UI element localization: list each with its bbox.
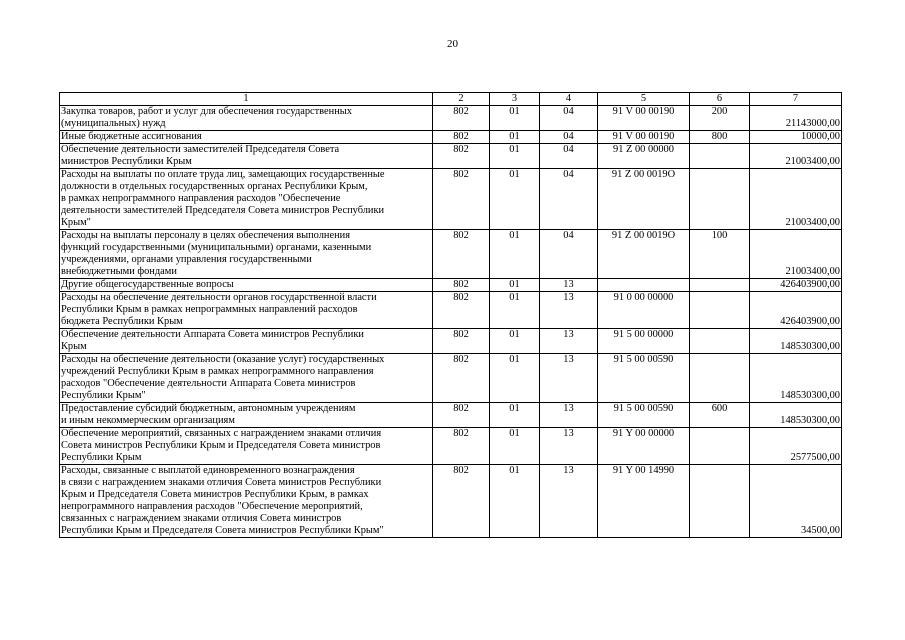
- description-line: Расходы на обеспечение деятельности (оказание услуг) государственных: [61, 354, 385, 365]
- cell-col-3: 01: [490, 428, 540, 465]
- amount-cell: 148530300,00: [750, 329, 842, 354]
- cell-col-3: 01: [490, 465, 540, 538]
- description-line: в связи с награждением знаками отличия Совета министров Республики: [61, 477, 382, 488]
- amount-cell: 21143000,00: [750, 106, 842, 131]
- cell-col-4: 13: [540, 403, 598, 428]
- table-row: [60, 279, 842, 292]
- description-line: Крым": [61, 217, 91, 228]
- description-line: Предоставление субсидий бюджетным, автономным учреждениям: [61, 403, 356, 414]
- amount-cell: 10000,00: [750, 131, 842, 144]
- cell-col-4: 04: [540, 144, 598, 169]
- cell-col-2: 802: [433, 465, 490, 538]
- description-line: должности в отдельных государственных органах Республики Крым,: [61, 181, 368, 192]
- description-line: Закупка товаров, работ и услуг для обеспечения государственных: [61, 106, 352, 117]
- table-row: [60, 465, 842, 538]
- table-row: [60, 169, 842, 230]
- cell-col-4: 13: [540, 465, 598, 538]
- description-line: внебюджетными фондами: [61, 266, 177, 277]
- cell-col-6: [690, 144, 750, 169]
- description-line: Расходы на выплаты персоналу в целях обеспечения выполнения: [61, 230, 350, 241]
- table-row: [60, 106, 842, 131]
- cell-col-6: [690, 292, 750, 329]
- column-header: 4: [540, 93, 598, 106]
- amount-cell: 148530300,00: [750, 354, 842, 403]
- cell-col-3: 01: [490, 169, 540, 230]
- table-row: [60, 144, 842, 169]
- row-description: [60, 465, 433, 538]
- description-line: Крым и Председателя Совета министров Республики Крым, в рамках: [61, 489, 369, 500]
- cell-col-6: [690, 329, 750, 354]
- cell-col-5: 91 Z 00 0019О: [598, 169, 690, 230]
- cell-col-3: 01: [490, 144, 540, 169]
- cell-col-2: 802: [433, 329, 490, 354]
- description-line: Расходы, связанные с выплатой единовременного вознаграждения: [61, 465, 355, 476]
- description-line: Другие общегосударственные вопросы: [61, 279, 234, 290]
- cell-col-5: 91 Y 00 14990: [598, 465, 690, 538]
- cell-col-2: 802: [433, 428, 490, 465]
- cell-col-6: [690, 465, 750, 538]
- table-row: [60, 354, 842, 403]
- cell-col-3: 01: [490, 131, 540, 144]
- cell-col-4: 04: [540, 131, 598, 144]
- row-description: [60, 106, 433, 131]
- cell-col-3: 01: [490, 106, 540, 131]
- description-line: Республики Крым в рамках непрограммных направлений расходов: [61, 304, 358, 315]
- row-description: [60, 403, 433, 428]
- table-row: [60, 428, 842, 465]
- cell-col-2: 802: [433, 131, 490, 144]
- description-line: учреждений Республики Крым в рамках непрограммного направления: [61, 366, 374, 377]
- header-row: [60, 93, 842, 106]
- column-header: 3: [490, 93, 540, 106]
- description-line: Республики Крым": [61, 390, 146, 401]
- cell-col-3: 01: [490, 354, 540, 403]
- amount-cell: 148530300,00: [750, 403, 842, 428]
- row-description: [60, 428, 433, 465]
- description-line: непрограммного направления расходов "Обеспечение мероприятий,: [61, 501, 363, 512]
- cell-col-2: 802: [433, 230, 490, 279]
- row-description: [60, 292, 433, 329]
- table-row: [60, 292, 842, 329]
- description-line: в рамках непрограммного направления расходов "Обеспечение: [61, 193, 341, 204]
- cell-col-5: 91 V 00 00190: [598, 131, 690, 144]
- cell-col-3: 01: [490, 329, 540, 354]
- description-line: деятельности заместителей Председателя Совета министров Республики: [61, 205, 385, 216]
- cell-col-5: 91 Z 00 00000: [598, 144, 690, 169]
- column-header: 7: [750, 93, 842, 106]
- column-header: 5: [598, 93, 690, 106]
- description-line: Крым: [61, 341, 87, 352]
- cell-col-4: 04: [540, 230, 598, 279]
- cell-col-6: 200: [690, 106, 750, 131]
- budget-table: [59, 92, 842, 538]
- cell-col-3: 01: [490, 292, 540, 329]
- cell-col-2: 802: [433, 144, 490, 169]
- table-row: [60, 403, 842, 428]
- row-description: [60, 144, 433, 169]
- description-line: Обеспечение деятельности заместителей Председателя Совета: [61, 144, 340, 155]
- cell-col-4: 04: [540, 169, 598, 230]
- description-line: Расходы на обеспечение деятельности органов государственной власти: [61, 292, 377, 303]
- cell-col-4: 13: [540, 354, 598, 403]
- amount-cell: 21003400,00: [750, 144, 842, 169]
- amount-cell: 426403900,00: [750, 292, 842, 329]
- cell-col-4: 13: [540, 428, 598, 465]
- cell-col-2: 802: [433, 106, 490, 131]
- description-line: Обеспечение мероприятий, связанных с награждением знаками отличия: [61, 428, 382, 439]
- description-line: функций государственными (муниципальными) органами, казенными: [61, 242, 372, 253]
- description-line: и иным некоммерческим организациям: [61, 415, 235, 426]
- amount-cell: 21003400,00: [750, 169, 842, 230]
- table-row: [60, 230, 842, 279]
- cell-col-2: 802: [433, 169, 490, 230]
- row-description: [60, 279, 433, 292]
- cell-col-3: 01: [490, 279, 540, 292]
- description-line: Республики Крым и Председателя Совета министров Республики Крым": [61, 525, 384, 536]
- cell-col-6: 100: [690, 230, 750, 279]
- description-line: (муниципальных) нужд: [61, 118, 166, 129]
- row-description: [60, 354, 433, 403]
- cell-col-5: 91 Y 00 00000: [598, 428, 690, 465]
- row-description: [60, 230, 433, 279]
- description-line: расходов "Обеспечение деятельности Аппарата Совета министров: [61, 378, 356, 389]
- column-header: 2: [433, 93, 490, 106]
- cell-col-4: 04: [540, 106, 598, 131]
- description-line: Расходы на выплаты по оплате труда лиц, замещающих государственные: [61, 169, 385, 180]
- cell-col-5: 91 Z 00 0019О: [598, 230, 690, 279]
- amount-cell: 2577500,00: [750, 428, 842, 465]
- row-description: [60, 329, 433, 354]
- description-line: Обеспечение деятельности Аппарата Совета министров Республики: [61, 329, 364, 340]
- description-line: Совета министров Республики Крым и Председателя Совета министров: [61, 440, 381, 451]
- column-header: 1: [60, 93, 433, 106]
- amount-cell: 34500,00: [750, 465, 842, 538]
- amount-cell: 426403900,00: [750, 279, 842, 292]
- row-description: [60, 169, 433, 230]
- amount-cell: 21003400,00: [750, 230, 842, 279]
- cell-col-5: 91 V 00 00190: [598, 106, 690, 131]
- cell-col-5: 91 5 00 00590: [598, 354, 690, 403]
- cell-col-6: [690, 279, 750, 292]
- description-line: бюджета Республики Крым: [61, 316, 183, 327]
- cell-col-6: [690, 428, 750, 465]
- cell-col-6: 800: [690, 131, 750, 144]
- cell-col-6: [690, 354, 750, 403]
- description-line: связанных с награждением знаками отличия Совета министров: [61, 513, 342, 524]
- description-line: Республики Крым: [61, 452, 142, 463]
- cell-col-4: 13: [540, 329, 598, 354]
- cell-col-2: 802: [433, 354, 490, 403]
- cell-col-4: 13: [540, 279, 598, 292]
- table-row: [60, 131, 842, 144]
- cell-col-5: [598, 279, 690, 292]
- row-description: [60, 131, 433, 144]
- cell-col-2: 802: [433, 292, 490, 329]
- cell-col-5: 91 5 00 00590: [598, 403, 690, 428]
- cell-col-2: 802: [433, 403, 490, 428]
- cell-col-2: 802: [433, 279, 490, 292]
- cell-col-6: [690, 169, 750, 230]
- table-row: [60, 329, 842, 354]
- description-line: учреждениями, органами управления государственными: [61, 254, 312, 265]
- cell-col-3: 01: [490, 403, 540, 428]
- description-line: Иные бюджетные ассигнования: [61, 131, 202, 142]
- column-header: 6: [690, 93, 750, 106]
- cell-col-5: 91 0 00 00000: [598, 292, 690, 329]
- cell-col-4: 13: [540, 292, 598, 329]
- cell-col-5: 91 5 00 00000: [598, 329, 690, 354]
- page-number: 20: [447, 38, 458, 50]
- description-line: министров Республики Крым: [61, 156, 192, 167]
- cell-col-6: 600: [690, 403, 750, 428]
- cell-col-3: 01: [490, 230, 540, 279]
